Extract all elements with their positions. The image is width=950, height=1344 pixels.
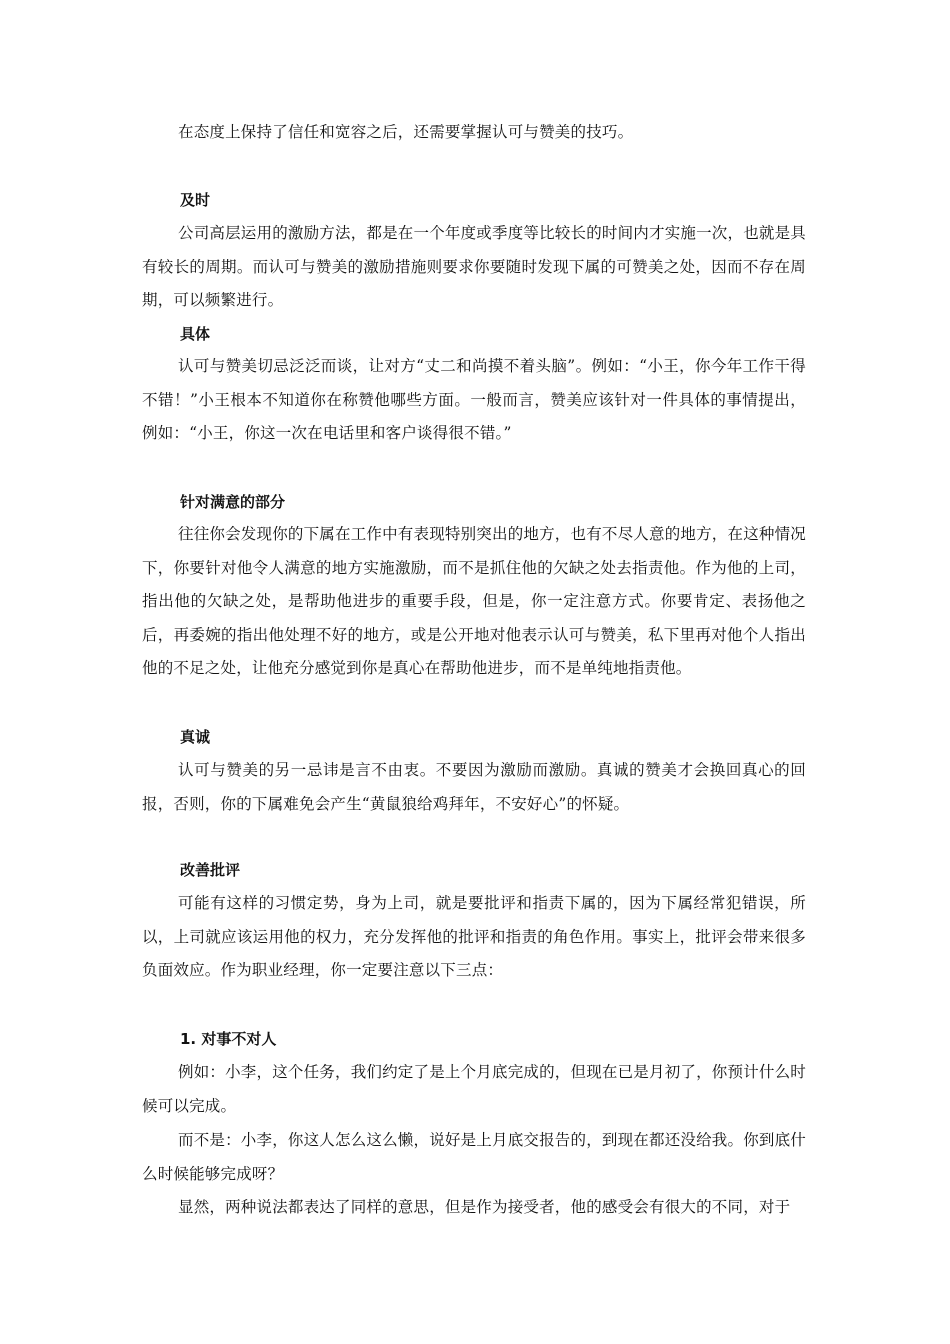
section-paragraph-example-good: 例如：小李，这个任务，我们约定了是上个月底完成的，但现在已是月初了，你预计什么时候可以完成。: [142, 1063, 807, 1115]
section-paragraph-sincere: 认可与赞美的另一忌讳是言不由衷。不要因为激励而激励。真诚的赞美才会换回真心的回报，否则，你的下属难免会产生“黄鼠狼给鸡拜年，不安好心”的怀疑。: [142, 761, 806, 813]
section-heading-specific: 具体: [180, 325, 211, 343]
section-heading-timely: 及时: [180, 191, 211, 209]
intro-paragraph: 在态度上保持了信任和宽容之后，还需要掌握认可与赞美的技巧。: [178, 123, 634, 141]
section-heading-sincere: 真诚: [180, 728, 211, 746]
section-heading-satisfying-parts: 针对满意的部分: [180, 493, 286, 511]
section-paragraph-example-bad: 而不是：小李，你这人怎么这么懒，说好是上月底交报告的，到现在都还没给我。你到底什么时候能够完成呀？: [142, 1131, 807, 1183]
section-heading-issue-not-person: 1. 对事不对人: [180, 1030, 277, 1048]
section-paragraph-improve-criticism: 可能有这样的习惯定势，身为上司，就是要批评和指责下属的，因为下属经常犯错误，所以，上司就应该运用他的权力，充分发挥他的批评和指责的角色作用。事实上，批评会带来很多负面效应。作为职业经理，你一定要注意以下三点：: [142, 894, 806, 979]
section-heading-improve-criticism: 改善批评: [180, 861, 241, 879]
section-paragraph-timely: 公司高层运用的激励方法，都是在一个年度或季度等比较长的时间内才实施一次，也就是具有较长的周期。而认可与赞美的激励措施则要求你要随时发现下属的可赞美之处，因而不存在周期，可以频繁进行。: [142, 224, 807, 309]
section-paragraph-comparison: 显然，两种说法都表达了同样的意思，但是作为接受者，他的感受会有很大的不同，对于: [178, 1198, 791, 1216]
section-paragraph-satisfying-parts: 往往你会发现你的下属在工作中有表现特别突出的地方，也有不尽人意的地方，在这种情况下，你要针对他令人满意的地方实施激励，而不是抓住他的欠缺之处去指责他。作为他的上司，指出他的欠缺之处，是帮助他进步的重要手段，但是，你一定注意方式。你要肯定、表扬他之后，再委婉的指出他处理不好的地方，或是公开地对他表示认可与赞美，私下里再对他个人指出他的不足之处，让他充分感觉到你是真心在帮助他进步，而不是单纯地指责他。: [142, 525, 807, 677]
section-paragraph-specific: 认可与赞美切忌泛泛而谈，让对方“丈二和尚摸不着头脑”。例如：“小王，你今年工作干得不错！”小王根本不知道你在称赞他哪些方面。一般而言，赞美应该针对一件具体的事情提出，例如：“小王，你这一次在电话里和客户谈得很不错。”: [142, 357, 806, 442]
